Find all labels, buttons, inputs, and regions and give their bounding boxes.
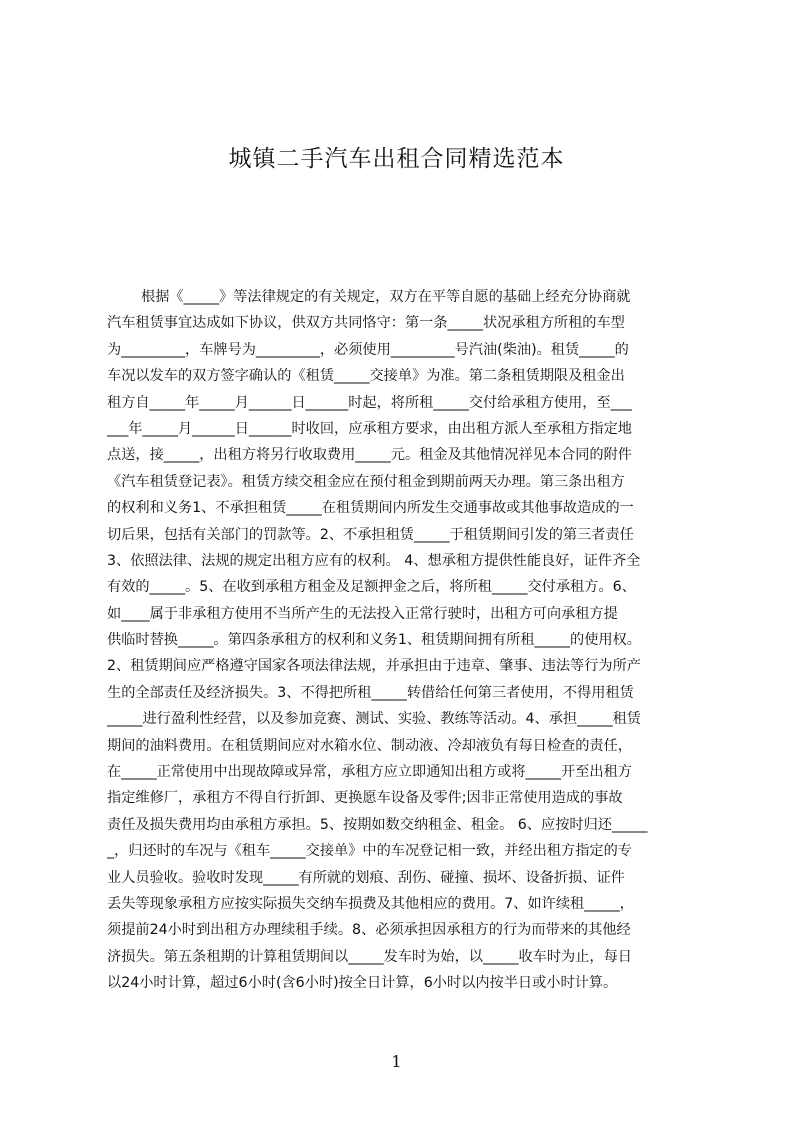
body-line: 生的全部责任及经济损失。3、不得把所租_____转借给任何第三者使用，不得用租赁 (107, 684, 634, 701)
body-line: 供临时替换_____。第四条承租方的权利和义务1、租赁期间拥有所租_____的使用权。 (107, 632, 641, 649)
body-line: 指定维修厂，承租方不得自行折卸、更换愿车设备及零件;因非正常使用造成的事故 (107, 790, 623, 807)
body-line: 2、租赁期间应严格遵守国家各项法律法规，并承担由于违章、肇事、违法等行为所产 (107, 658, 641, 675)
body-line: _，归还时的车况与《租车_____交接单》中的车况登记相一致，并经出租方指定的专 (107, 843, 632, 860)
body-line: 如____属于非承租方使用不当所产生的无法投入正常行驶时，出租方可向承租方提 (107, 605, 618, 622)
body-line: 有效的_____。5、在收到承租方租金及足额押金之后，将所租_____交付承租方。6、 (107, 579, 636, 596)
body-line: 的权利和义务1、不承担租赁_____在租赁期间内所发生交通事故或其他事故造成的一 (107, 500, 634, 517)
body-line: ___年_____月______日______时收回，应承租方要求，由出租方派人至承租方指定地 (107, 420, 632, 437)
body-line: 点送，接_____，出租方将另行收取费用_____元。租金及其他情况祥见本合同的附件 (107, 447, 632, 464)
body-line: 3、依照法律、法规的规定出租方应有的权利。 4、想承租方提供性能良好，证件齐全 (107, 552, 641, 569)
page-number: 1 (391, 1052, 402, 1071)
body-line: 济损失。第五条租期的计算租赁期间以_____发车时为始，以_____收车时为止，每日 (107, 948, 632, 965)
body-line: 业人员验收。验收时发现_____有所就的划痕、刮伤、碰撞、损坏、设备折损、证件 (107, 869, 625, 886)
body-line: 汽车租赁事宜达成如下协议，供双方共同恪守：第一条_____状况承租方所租的车型 (107, 315, 625, 332)
body-line: 责任及损失费用均由承租方承担。5、按期如数交纳租金、租金。 6、应按时归还_____ (107, 816, 648, 833)
body-line: 期间的油料费用。在租赁期间应对水箱水位、制动液、冷却液负有每日检查的责任， (107, 737, 632, 754)
body-line: 租方自_____年_____月______日______时起，将所租_____交付给承租方使用，至___ (107, 394, 632, 411)
body-line: 为_________，车牌号为_________，必须使用_________号汽油(柴油)。租赁_____的 (107, 341, 629, 358)
body-line: 以24小时计算，超过6小时(含6小时)按全日计算，6小时以内按半日或小时计算。 (107, 975, 618, 992)
document-title: 城镇二手汽车出租合同精选范本 (228, 146, 565, 172)
body-line: _____进行盈利性经营，以及参加竞赛、测试、实验、教练等活动。4、承担_____租赁 (107, 711, 641, 728)
body-line: 车况以发车的双方签字确认的《租赁_____交接单》为准。第二条租赁期限及租金出 (107, 368, 625, 385)
contract-body (107, 284, 697, 997)
body-line: 根据《_____》等法律规定的有关规定，双方在平等自愿的基础上经充分协商就 (141, 289, 631, 305)
body-line: 切后果，包括有关部门的罚款等。2、不承担租赁_____于租赁期间引发的第三者责任 (107, 526, 634, 543)
body-line: 丢失等现象承租方应按实际损失交纳车损费及其他相应的费用。7、如许续租_____， (107, 895, 634, 912)
body-line: 《汽车租赁登记表》。租赁方续交租金应在预付租金到期前两天办理。第三条出租方 (107, 473, 625, 490)
body-line: 须提前24小时到出租方办理续租手续。8、必须承担因承租方的行为而带来的其他经 (107, 922, 631, 939)
body-line: 在_____正常使用中出现故障或异常，承租方应立即通知出租方或将_____开至出租方 (107, 764, 632, 781)
